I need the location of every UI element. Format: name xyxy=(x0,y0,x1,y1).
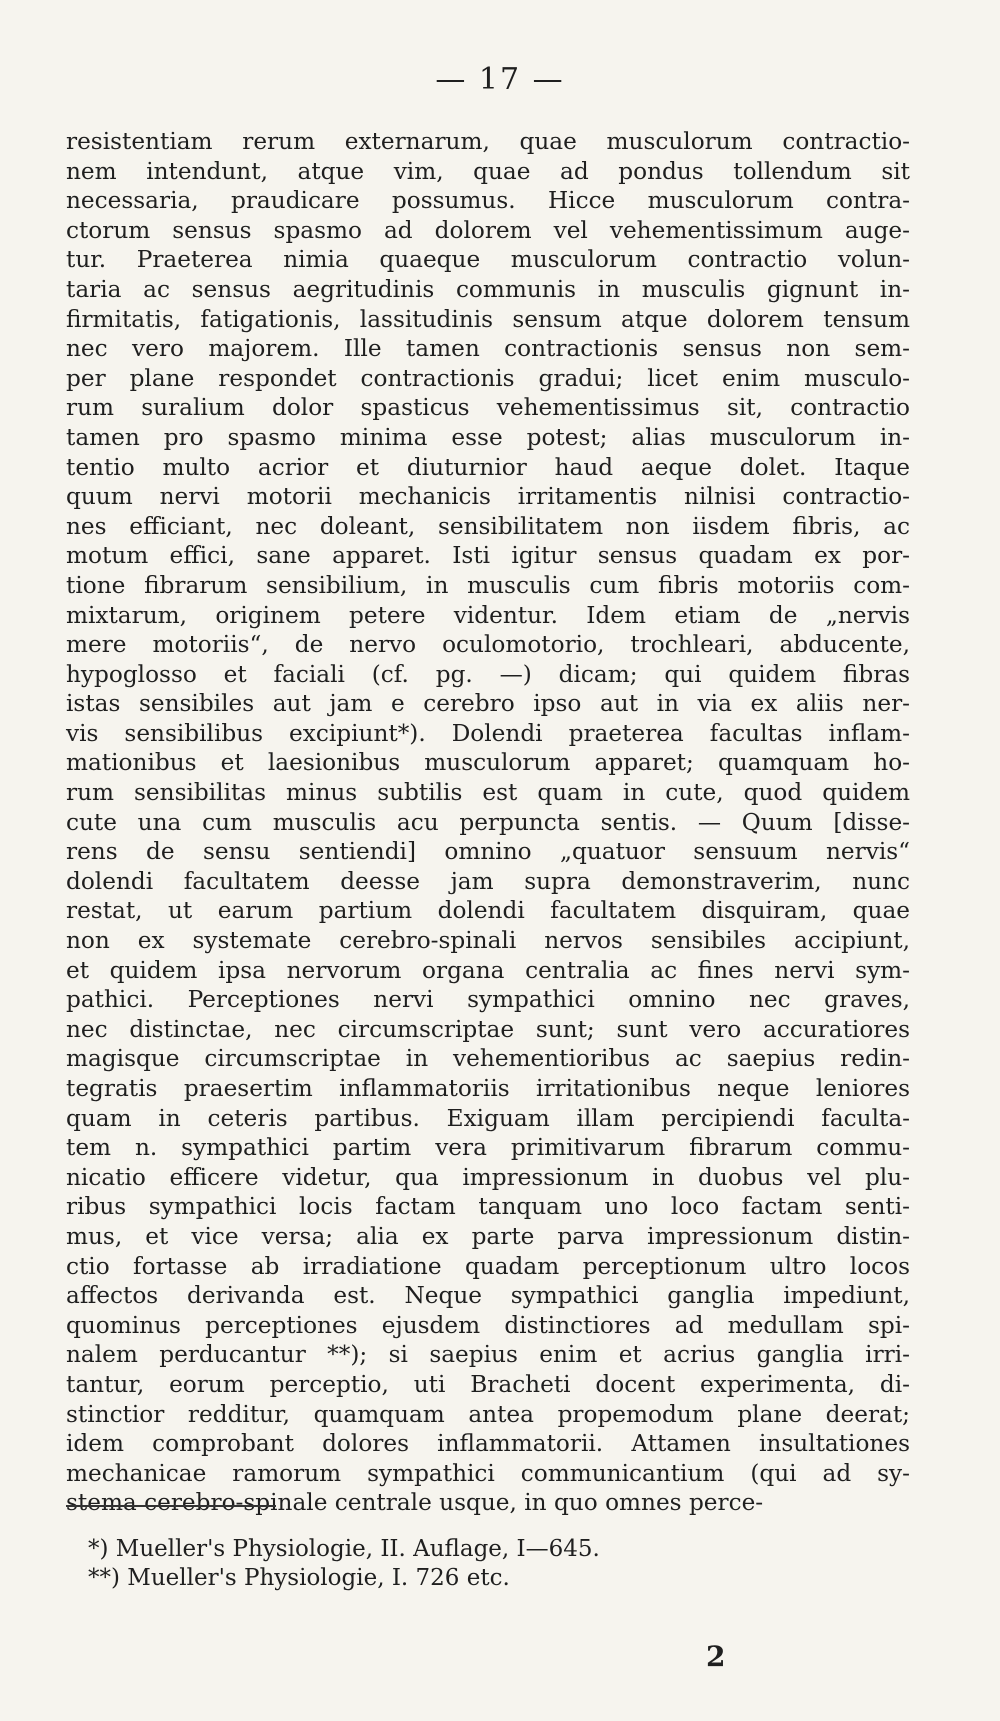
text-line: ribus sympathici locis factam tanquam uno loco factam senti- xyxy=(66,1193,910,1221)
text-line: ctorum sensus spasmo ad dolorem vel vehementissimum auge- xyxy=(66,216,910,244)
text-line: magisque circumscriptae in vehementioribus ac saepius redin- xyxy=(66,1045,910,1073)
text-line: quominus perceptiones ejusdem distinctiores ad medullam spi- xyxy=(66,1311,910,1339)
text-line: tur. Praeterea nimia quaeque musculorum contractio volun- xyxy=(66,246,910,274)
text-line: rum sensibilitas minus subtilis est quam in cute, quod quidem xyxy=(66,779,910,807)
text-line: et quidem ipsa nervorum organa centralia ac fines nervi sym- xyxy=(66,956,910,984)
text-line: quum nervi motorii mechanicis irritamentis nilnisi contractio- xyxy=(66,483,910,511)
footnote-2: **) Mueller's Physiologie, I. 726 etc. xyxy=(88,1565,510,1591)
footnote-rule xyxy=(66,1505,276,1507)
text-line: nes efficiant, nec doleant, sensibilitatem non iisdem fibris, ac xyxy=(66,512,910,540)
text-line: mationibus et laesionibus musculorum apparet; quamquam ho- xyxy=(66,749,910,777)
text-line: per plane respondet contractionis gradui; licet enim musculo- xyxy=(66,364,910,392)
text-line: tem n. sympathici partim vera primitivarum fibrarum commu- xyxy=(66,1134,910,1162)
text-line: restat, ut earum partium dolendi facultatem disquiram, quae xyxy=(66,897,910,925)
text-line: mere motoriis“, de nervo oculomotorio, trochleari, abducente, xyxy=(66,631,910,659)
text-line: rum suralium dolor spasticus vehementissimus sit, contractio xyxy=(66,394,910,422)
text-line: tentio multo acrior et diuturnior haud aeque dolet. Itaque xyxy=(66,453,910,481)
text-line: dolendi facultatem deesse jam supra demonstraverim, nunc xyxy=(66,867,910,895)
text-line: mixtarum, originem petere videntur. Idem etiam de „nervis xyxy=(66,601,910,629)
text-line: rens de sensu sentiendi] omnino „quatuor sensuum nervis“ xyxy=(66,838,910,866)
text-line: istas sensibiles aut jam e cerebro ipso aut in via ex aliis ner- xyxy=(66,690,910,718)
text-line: taria ac sensus aegritudinis communis in musculis gignunt in- xyxy=(66,275,910,303)
text-line: nec vero majorem. Ille tamen contractionis sensus non sem- xyxy=(66,335,910,363)
text-line: ctio fortasse ab irradiatione quadam perceptionum ultro locos xyxy=(66,1252,910,1280)
text-line: non ex systemate cerebro-spinali nervos sensibiles accipiunt, xyxy=(66,927,910,955)
text-line: pathici. Perceptiones nervi sympathici omnino nec graves, xyxy=(66,986,910,1014)
text-line: necessaria, praudicare possumus. Hicce musculorum contra- xyxy=(66,187,910,215)
text-line: tegratis praesertim inflammatoriis irritationibus neque leniores xyxy=(66,1075,910,1102)
text-line: hypoglosso et faciali (cf. pg. —) dicam; qui quidem fibras xyxy=(66,660,910,688)
footnotes xyxy=(88,1535,600,1593)
footnote-1: *) Mueller's Physiologie, II. Auflage, I—645. xyxy=(88,1536,600,1562)
text-line: stema cerebro-spinale centrale usque, in quo omnes perce- xyxy=(66,1489,764,1517)
signature-mark: 2 xyxy=(706,1640,726,1673)
text-line: resistentiam rerum externarum, quae musculorum contractio- xyxy=(66,128,910,155)
text-line: nem intendunt, atque vim, quae ad pondus tollendum sit xyxy=(66,157,910,185)
text-line: nalem perducantur **); si saepius enim et acrius ganglia irri- xyxy=(66,1341,910,1369)
text-line: affectos derivanda est. Neque sympathici ganglia impediunt, xyxy=(66,1282,910,1310)
text-line: tione fibrarum sensibilium, in musculis cum fibris motoriis com- xyxy=(66,571,910,599)
text-line: idem comprobant dolores inflammatorii. Attamen insultationes xyxy=(66,1430,910,1458)
text-line: quam in ceteris partibus. Exiguam illam percipiendi faculta- xyxy=(66,1104,910,1132)
text-line: mechanicae ramorum sympathici communicantium (qui ad sy- xyxy=(66,1459,910,1487)
text-line: tamen pro spasmo minima esse potest; alias musculorum in- xyxy=(66,423,910,451)
text-line: vis sensibilibus excipiunt*). Dolendi praeterea facultas inflam- xyxy=(66,719,910,747)
text-line: firmitatis, fatigationis, lassitudinis sensum atque dolorem tensum xyxy=(66,305,910,333)
text-line: nec distinctae, nec circumscriptae sunt; sunt vero accuratiores xyxy=(66,1015,910,1043)
text-line: motum effici, sane apparet. Isti igitur sensus quadam ex por- xyxy=(66,542,910,570)
text-line: mus, et vice versa; alia ex parte parva impressionum distin- xyxy=(66,1222,910,1250)
page-number-header: — 17 — xyxy=(435,62,565,97)
text-line: stinctior redditur, quamquam antea propemodum plane deerat; xyxy=(66,1400,910,1428)
text-line: cute una cum musculis acu perpuncta sentis. — Quum [disse- xyxy=(66,808,910,836)
text-line: tantur, eorum perceptio, uti Bracheti docent experimenta, di- xyxy=(66,1370,910,1398)
body-text xyxy=(66,127,910,1518)
text-line: nicatio efficere videtur, qua impressionum in duobus vel plu- xyxy=(66,1163,910,1191)
